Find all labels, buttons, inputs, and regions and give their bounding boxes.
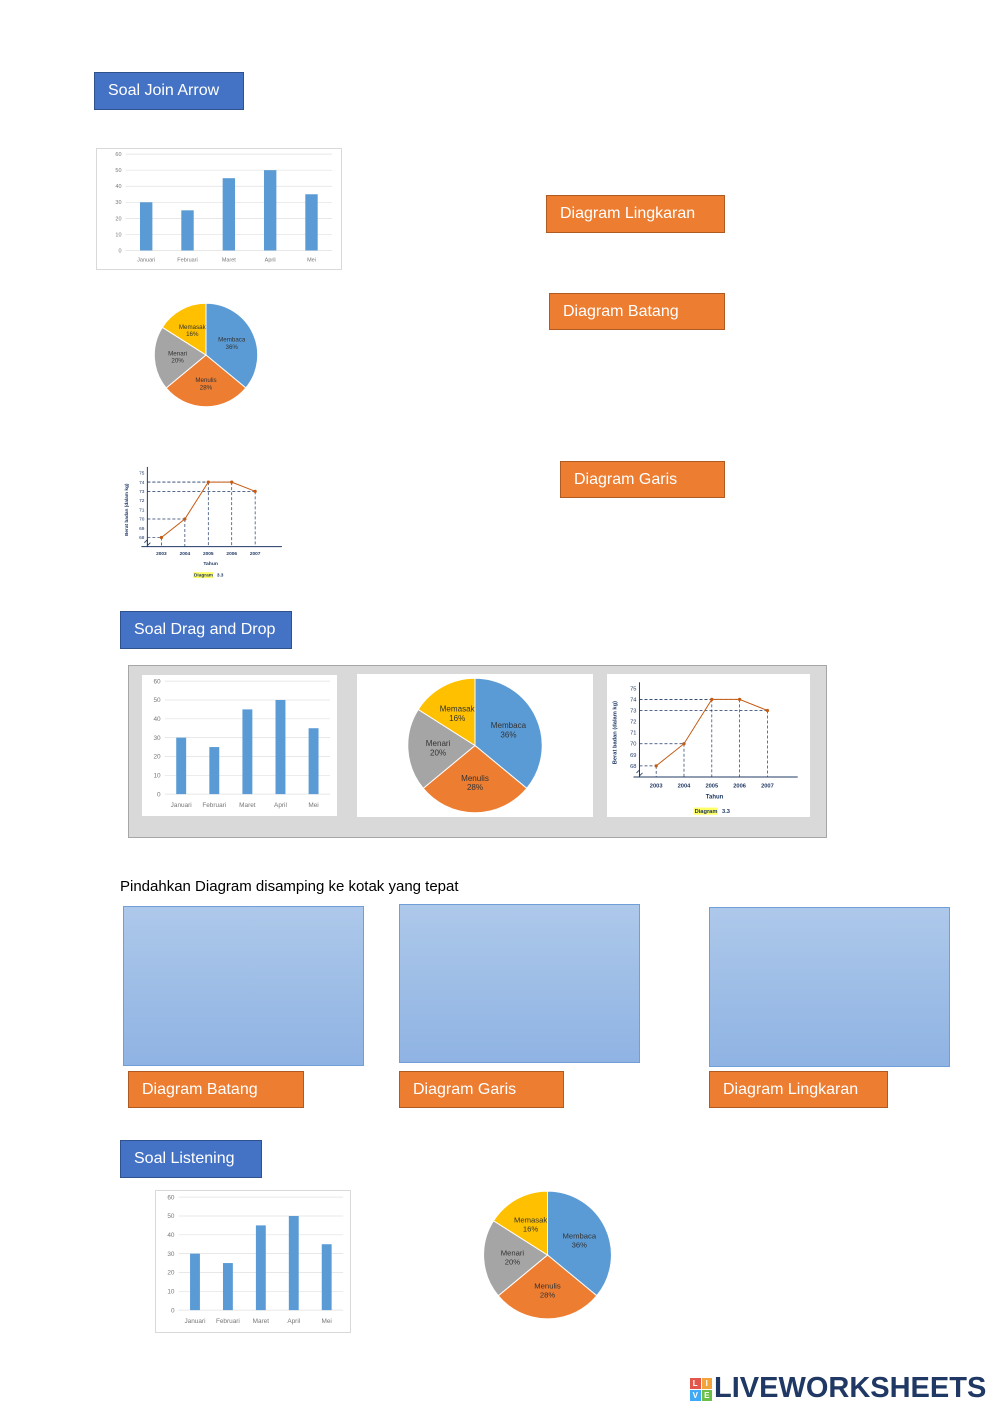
target-diagram-lingkaran[interactable]: Diagram Lingkaran — [546, 195, 725, 233]
slice-label: Menari — [500, 1248, 525, 1258]
x-tick-label: Januari — [184, 1317, 206, 1325]
slice-label: Menari — [168, 350, 188, 358]
y-tick-label: 68 — [139, 536, 145, 542]
logo-letter: E — [702, 1390, 713, 1401]
y-tick-label: 0 — [118, 248, 122, 255]
slice-label: Menulis — [534, 1281, 561, 1291]
line-chart-svg — [120, 461, 291, 580]
x-tick-label: Maret — [239, 801, 256, 809]
bar — [140, 202, 152, 250]
slice-percent: 28% — [539, 1290, 556, 1300]
x-tick-label: Mei — [321, 1317, 332, 1325]
y-tick-label: 60 — [167, 1194, 175, 1202]
y-tick-label: 40 — [153, 716, 161, 724]
x-tick-label: Maret — [252, 1317, 270, 1325]
x-tick-label: Februari — [215, 1317, 240, 1325]
bar — [289, 1216, 299, 1310]
y-tick-label: 73 — [630, 708, 637, 715]
y-tick-label: 50 — [167, 1213, 175, 1221]
pie-chart-join[interactable] — [120, 300, 292, 410]
pie-chart-svg — [437, 1187, 658, 1323]
brand-name: LIVEWORKSHEETS — [714, 1372, 987, 1404]
bar — [309, 728, 319, 794]
data-point — [254, 490, 257, 493]
slice-label: Menulis — [195, 377, 217, 385]
bar — [305, 194, 317, 250]
x-tick-label: Mei — [308, 801, 319, 809]
y-tick-label: 71 — [630, 730, 637, 737]
slice-label: Membaca — [218, 336, 246, 344]
logo-letter: V — [690, 1390, 701, 1401]
y-tick-label: 30 — [153, 734, 161, 742]
y-tick-label: 40 — [115, 184, 122, 191]
bar-chart-svg — [155, 1190, 351, 1333]
drop-label-lingkaran: Diagram Lingkaran — [709, 1071, 888, 1108]
caption-word: Diagram — [694, 808, 718, 815]
drop-box-batang[interactable] — [123, 906, 364, 1066]
y-tick-label: 73 — [139, 490, 145, 496]
data-point — [230, 481, 233, 484]
x-tick-label: Januari — [170, 801, 192, 809]
y-tick-label: 20 — [115, 216, 122, 223]
y-tick-label: 30 — [115, 200, 122, 207]
y-tick-label: 50 — [115, 168, 122, 175]
x-tick-label: 2005 — [705, 783, 719, 790]
slice-percent: 36% — [500, 730, 517, 740]
bar — [256, 1225, 266, 1310]
y-tick-label: 50 — [153, 697, 161, 705]
bar — [223, 1263, 233, 1310]
x-tick-label: 2006 — [733, 783, 746, 790]
y-tick-label: 30 — [167, 1250, 175, 1258]
bar-chart-join[interactable] — [96, 148, 342, 270]
data-point — [160, 536, 163, 539]
x-tick-label: Maret — [221, 257, 236, 264]
slice-percent: 16% — [449, 713, 466, 723]
y-tick-label: 0 — [157, 791, 161, 799]
y-tick-label: 75 — [630, 686, 637, 693]
axis-break — [636, 770, 642, 776]
y-tick-label: 74 — [139, 480, 145, 486]
liveworksheets-brand — [690, 1372, 986, 1405]
line-chart-svg — [607, 674, 810, 817]
logo-letter: L — [690, 1378, 701, 1389]
x-tick-label: Januari — [137, 257, 156, 264]
x-tick-label: April — [274, 801, 287, 809]
y-axis-label: Berat badan (dalam kg) — [125, 483, 131, 537]
bar — [209, 747, 219, 794]
slice-label: Memasak — [439, 704, 475, 714]
target-diagram-batang[interactable]: Diagram Batang — [549, 293, 725, 330]
chart-frame — [97, 149, 342, 270]
y-tick-label: 0 — [170, 1307, 175, 1315]
x-tick-label: Mei — [307, 257, 316, 264]
drop-box-garis[interactable] — [399, 904, 640, 1063]
slice-label: Membaca — [490, 721, 527, 731]
x-tick-label: 2004 — [179, 552, 191, 558]
liveworksheets-logo-icon — [690, 1378, 712, 1400]
drop-box-lingkaran[interactable] — [709, 907, 950, 1067]
x-tick-label: 2005 — [202, 552, 214, 558]
slice-percent: 28% — [466, 783, 484, 793]
slice-percent: 20% — [504, 1257, 521, 1267]
instruction-text: Pindahkan Diagram disamping ke kotak yang tepat — [120, 878, 459, 895]
y-tick-label: 68 — [630, 763, 637, 770]
slice-label: Menulis — [461, 773, 489, 783]
listening-bar-chart[interactable] — [155, 1190, 351, 1333]
drop-label-garis: Diagram Garis — [399, 1071, 564, 1108]
draggable-pie-chart[interactable] — [357, 674, 593, 817]
bar — [264, 170, 276, 250]
data-point — [655, 764, 658, 767]
data-point — [183, 517, 186, 520]
slice-percent: 16% — [186, 330, 199, 338]
draggable-bar-chart[interactable] — [141, 674, 338, 817]
slice-label: Membaca — [562, 1231, 597, 1241]
x-tick-label: 2003 — [156, 552, 167, 558]
slice-percent: 20% — [171, 357, 184, 365]
y-tick-label: 60 — [153, 678, 161, 686]
slice-label: Memasak — [178, 323, 206, 331]
bar — [322, 1244, 332, 1310]
slice-percent: 36% — [571, 1240, 587, 1250]
x-tick-label: 2006 — [226, 552, 238, 558]
x-tick-label: 2004 — [677, 783, 691, 790]
x-tick-label: 2003 — [649, 783, 663, 790]
x-axis-label: Tahun — [705, 794, 724, 801]
y-tick-label: 10 — [153, 772, 161, 780]
chart-frame — [142, 675, 338, 817]
bar — [242, 709, 252, 794]
slice-percent: 28% — [199, 384, 213, 392]
listening-pie-chart[interactable] — [437, 1187, 658, 1323]
y-tick-label: 72 — [630, 719, 637, 726]
target-diagram-garis[interactable]: Diagram Garis — [560, 461, 725, 498]
slice-label: Memasak — [513, 1215, 548, 1225]
caption-number: 3.3 — [722, 808, 730, 815]
y-tick-label: 70 — [630, 741, 637, 748]
y-tick-label: 69 — [139, 526, 145, 532]
data-point — [738, 698, 741, 701]
data-point — [766, 709, 769, 712]
bar-chart-svg — [141, 674, 338, 817]
y-tick-label: 72 — [139, 499, 145, 505]
y-tick-label: 20 — [167, 1269, 175, 1277]
y-tick-label: 10 — [167, 1288, 175, 1296]
x-axis-label: Tahun — [203, 560, 218, 567]
caption-word: Diagram — [193, 573, 213, 579]
x-tick-label: 2007 — [761, 783, 774, 790]
y-tick-label: 71 — [139, 508, 145, 514]
data-point — [710, 698, 713, 701]
y-tick-label: 60 — [115, 152, 122, 159]
y-tick-label: 75 — [139, 471, 145, 477]
y-tick-label: 70 — [139, 517, 145, 523]
bar — [276, 700, 286, 794]
section-drag-drop-title: Soal Drag and Drop — [120, 611, 292, 649]
y-tick-label: 40 — [167, 1232, 175, 1240]
bar — [190, 1254, 200, 1310]
caption-number: 3.3 — [216, 573, 224, 579]
bar — [176, 738, 186, 794]
bar — [181, 210, 193, 250]
x-tick-label: Februari — [202, 801, 227, 809]
bar — [223, 178, 235, 250]
y-tick-label: 74 — [630, 697, 637, 704]
y-tick-label: 20 — [153, 753, 161, 761]
slice-label: Menari — [425, 739, 451, 749]
slice-percent: 20% — [430, 748, 447, 758]
axis-break — [144, 540, 150, 546]
y-tick-label: 10 — [115, 232, 122, 239]
pie-chart-svg — [357, 674, 593, 817]
pie-chart-svg — [120, 300, 292, 410]
x-tick-label: 2007 — [249, 552, 261, 558]
x-tick-label: April — [287, 1317, 301, 1325]
x-tick-label: Februari — [177, 257, 198, 264]
chart-frame — [156, 1191, 351, 1333]
section-join-arrow-title: Soal Join Arrow — [94, 72, 244, 110]
y-axis-label: Berat badan (dalam kg) — [612, 701, 619, 765]
data-point — [207, 481, 210, 484]
data-point — [682, 742, 685, 745]
x-tick-label: April — [264, 257, 276, 264]
y-tick-label: 69 — [630, 752, 637, 759]
logo-letter: I — [702, 1378, 713, 1389]
section-listening-title: Soal Listening — [120, 1140, 262, 1178]
bar-chart-svg — [96, 148, 342, 270]
draggable-line-chart[interactable] — [607, 674, 810, 817]
slice-percent: 16% — [522, 1224, 539, 1234]
slice-percent: 36% — [225, 343, 238, 351]
line-chart-join[interactable] — [120, 461, 291, 580]
drop-label-batang: Diagram Batang — [128, 1071, 304, 1108]
